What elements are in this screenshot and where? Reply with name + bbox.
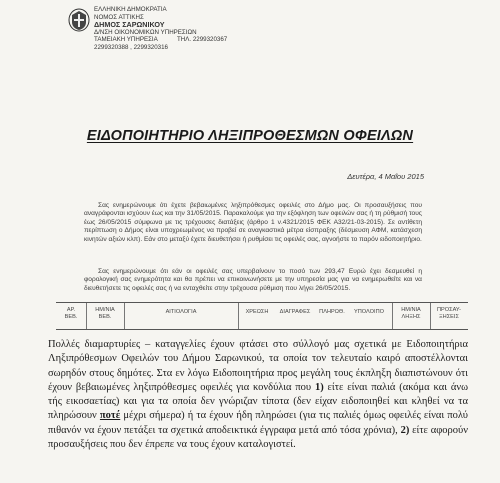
article-text xyxy=(48,338,468,452)
col-number: ΑΡ. ΒΕΒ. xyxy=(64,307,78,320)
letterhead-tel: ΤΗΛ. 2299320367 xyxy=(177,36,228,44)
letterhead-service: ΤΑΜΕΙΑΚΗ ΥΠΗΡΕΣΙΑ xyxy=(94,36,158,44)
notice-paragraph-2: Σας ενημερώνουμε ότι εάν οι οφειλές σας υπερβαίνουν το ποσό των 293,47 Ευρώ έχει δεσμευθεί η φορολογική σας ενημερότητα και θα πρέπει να επικοινωνήσετε με την υπηρεσία μας για να ενημερωθείτε και να διευθετήσετε τις οφειλές σας ή να ενταχθείτε στην τρέχουσα ρύθμιση που λήγει 26/05/2015. xyxy=(84,268,422,292)
letterhead-prefecture: ΝΟΜΟΣ ΑΤΤΙΚΗΣ xyxy=(94,13,144,21)
article-segment-1: Πολλές διαμαρτυρίες – καταγγελίες έχουν φτάσει στο σύλλογό μας σχετικά με Ειδοποιητήρια Ληξιπρόθεσμων Οφειλών του Δήμου Σαρωνικού, τα οποία τον τελευταίο καιρό αποστέλλονται σωρηδόν στους δημότες. Στα εν λόγω Ειδοποιητήρια προς μεγάλη τους έκπληξη διαπιστώνουν ότι έχουν βεβαιωμένες ληξιπρόθεσμες οφειλές για κονδύλια που xyxy=(48,339,468,393)
article-segment-4: είτε αφορούν προσαυξήσεις που δεν έπρεπε να τους έχουν καταλογιστεί. xyxy=(48,424,468,451)
article-segment-3: μέχρι σήμερα) ή τα έχουν ήδη πληρώσει (για τις παλιές όμως οφειλές είναι πολύ πιθανόν να έχουν πετάξει τα σχετικά αποδεικτικά έγγραφα μετά από τόσα χρόνια), xyxy=(48,410,468,436)
greek-coat-of-arms-icon xyxy=(68,8,90,32)
document-date: Δευτέρα, 4 Μαΐου 2015 xyxy=(347,172,424,181)
debts-table-header xyxy=(56,302,468,330)
letterhead-municipality: ΔΗΜΟΣ ΣΑΡΩΝΙΚΟΥ xyxy=(94,20,165,30)
letterhead-department: Δ/ΝΣΗ ΟΙΚΟΝΟΜΙΚΩΝ ΥΠΗΡΕΣΙΩΝ xyxy=(94,28,197,36)
col-paid: ΠΛΗΡΩΘ. xyxy=(319,309,345,315)
letterhead-service-row xyxy=(94,36,294,44)
col-charge: ΧΡΕΩΣΗ xyxy=(245,309,269,315)
article-point-2: 2) xyxy=(400,424,410,436)
notice-paragraph-1: Σας ενημερώνουμε ότι έχετε βεβαιωμένες ληξιπρόθεσμες οφειλές στο Δήμο μας. Οι προσαυξήσεις που αναγράφονται ισχύουν έως και την 31/05/2015. Παρακαλούμε για την εξόφληση των οφειλών σας ή τη ρύθμισή τους έως 26/05/2015 σύμφωνα με τις τρέχουσες διατάξεις (άρθρο 1 ν.4321/2015 ΦΕΚ Α32/21-03-2015). Σε αντίθετη περίπτωση ο Δήμος είναι υποχρεωμένος να προβεί σε αναγκαστικά μέτρα είσπραξης (δέσμευση ΑΦΜ, κατάσχεση κινητών αξιών κλπ). Εάν στο μεταξύ έχετε διευθετήσει ή ρυθμίσει τις οφειλές σας, αγνοήστε το παρόν ειδοποιητήριο. xyxy=(84,202,422,243)
col-surcharges: ΠΡΟΣΑΥ- ΞΗΣΕΙΣ xyxy=(437,307,461,320)
article-segment-2: είτε είναι παλιά (ακόμα και άνω τής εικοσαετίας) και για τα οποία δεν γνώριζαν τίποτα (δεν είχαν ειδοποιηθεί και κληθεί να τα πληρώσουν xyxy=(48,381,469,422)
col-cert-date: ΗΜ/ΝΙΑ ΒΕΒ. xyxy=(95,307,115,320)
col-reason: ΑΙΤΙΟΛΟΓΙΑ xyxy=(165,309,197,315)
article-emphasis-never: ποτέ xyxy=(99,410,121,422)
col-balance: ΥΠΟΛΟΙΠΟ xyxy=(354,309,384,315)
article-point-1: 1) xyxy=(314,381,324,393)
letterhead-country: ΕΛΛΗΝΙΚΗ ΔΗΜΟΚΡΑΤΙΑ xyxy=(94,6,167,13)
letterhead-phones: 2299320388 , 2299320316 xyxy=(94,43,168,51)
col-expiry-date: ΗΜ/ΝΙΑ ΛΗΞΗΣ xyxy=(401,307,421,320)
col-deletions: ΔΙΑΓΡΑΦΕΣ xyxy=(279,309,311,315)
document-title: ΕΙΔΟΠΟΙΗΤΗΡΙΟ ΛΗΞΙΠΡΟΘΕΣΜΩΝ ΟΦΕΙΛΩΝ xyxy=(86,128,414,144)
letterhead xyxy=(94,6,294,52)
